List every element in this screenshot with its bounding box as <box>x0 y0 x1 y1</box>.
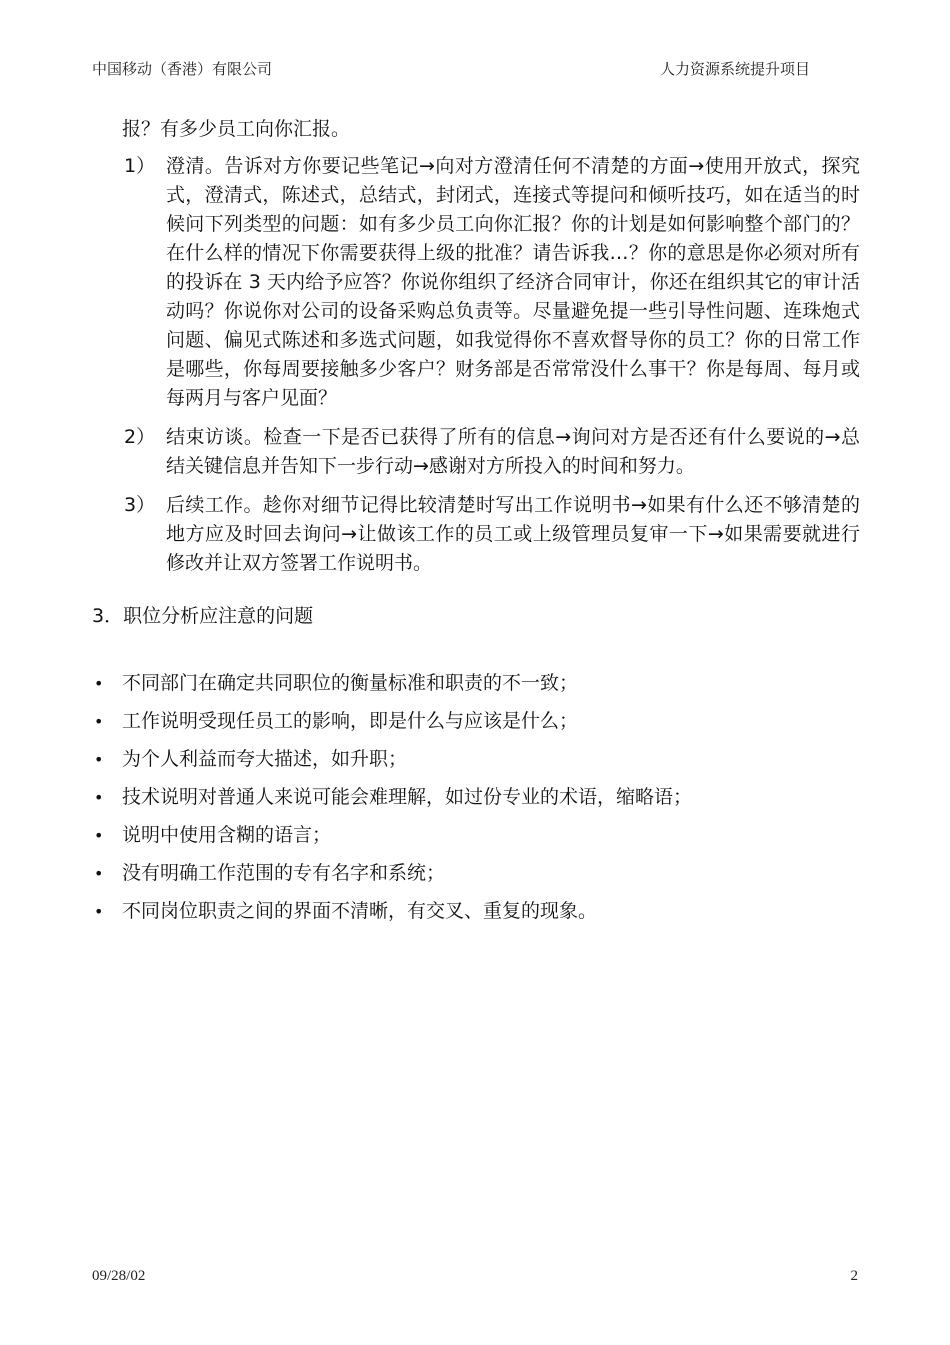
bullet-text: 说明中使用含糊的语言； <box>122 824 332 846</box>
step-text: 结束访谈。检查一下是否已获得了所有的信息→询问对方是否还有什么要说的→总结关键信息并告知下一步行动→感谢对方所投入的时间和努力。 <box>166 426 860 477</box>
step-text: 后续工作。趁你对细节记得比较清楚时写出工作说明书→如果有什么还不够清楚的地方应及时回去询问→让做该工作的员工或上级管理员复审一下→如果需要就进行修改并让双方签署工作说明书。 <box>166 494 860 574</box>
bullet-item <box>92 745 860 774</box>
bullet-item <box>92 897 860 926</box>
bullet-item <box>92 821 860 850</box>
bullet-icon: • <box>94 902 104 921</box>
step-number: 3） <box>124 494 156 516</box>
bullet-icon: • <box>94 750 104 769</box>
bullet-text: 没有明确工作范围的专有名字和系统； <box>122 862 446 884</box>
bullet-icon: • <box>94 674 104 693</box>
bullet-icon: • <box>94 826 104 845</box>
bullet-list <box>92 669 860 926</box>
header-company: 中国移动（香港）有限公司 <box>92 60 273 78</box>
bullet-icon: • <box>94 712 104 731</box>
document-body <box>92 115 860 935</box>
bullet-item <box>92 669 860 698</box>
page-number: 2 <box>850 1268 858 1284</box>
bullet-icon: • <box>94 788 104 807</box>
bullet-item <box>92 783 860 812</box>
step-number: 1） <box>124 155 156 177</box>
section-heading: 3．职位分析应注意的问题 <box>92 605 314 627</box>
bullet-text: 不同岗位职责之间的界面不清晰，有交叉、重复的现象。 <box>122 900 598 922</box>
step-item <box>92 152 860 413</box>
steps-list <box>92 152 860 578</box>
bullet-item <box>92 859 860 888</box>
bullet-icon: • <box>94 864 104 883</box>
step-item <box>92 491 860 578</box>
bullet-text: 技术说明对普通人来说可能会难理解，如过份专业的术语，缩略语； <box>122 786 693 808</box>
bullet-text: 不同部门在确定共同职位的衡量标准和职责的不一致； <box>122 672 579 694</box>
step-item <box>92 423 860 481</box>
bullet-text: 为个人利益而夸大描述，如升职； <box>122 748 408 770</box>
bullet-item <box>92 707 860 736</box>
step-number: 2） <box>124 426 156 448</box>
header-project: 人力资源系统提升项目 <box>659 60 810 78</box>
step-text: 澄清。告诉对方你要记些笔记→向对方澄清任何不清楚的方面→使用开放式，探究式，澄清式，陈述式，总结式，封闭式，连接式等提问和倾听技巧，如在适当的时候问下列类型的问题：如有多少员工向你汇报？你的计划是如何影响整个部门的？在什么样的情况下你需要获得上级的批准？请告诉我…？你的意思是你必须对所有的投诉在 3 天内给予应答？你说你组织了经济合同审计，你还在组织其它的审计活动吗？你说你对公司的设备采购总负责等。尽量避免提一些引导性问题、连珠炮式问题、偏见式陈述和多选式问题，如我觉得你不喜欢督导你的员工？你的日常工作是哪些，你每周要接触多少客户？财务部是否常常没什么事干？你是每周、每月或每两月与客户见面？ <box>166 155 860 409</box>
footer-date: 09/28/02 <box>92 1268 146 1284</box>
continuation-text: 报？有多少员工向你汇报。 <box>122 118 351 140</box>
bullet-text: 工作说明受现任员工的影响，即是什么与应该是什么； <box>122 710 579 732</box>
